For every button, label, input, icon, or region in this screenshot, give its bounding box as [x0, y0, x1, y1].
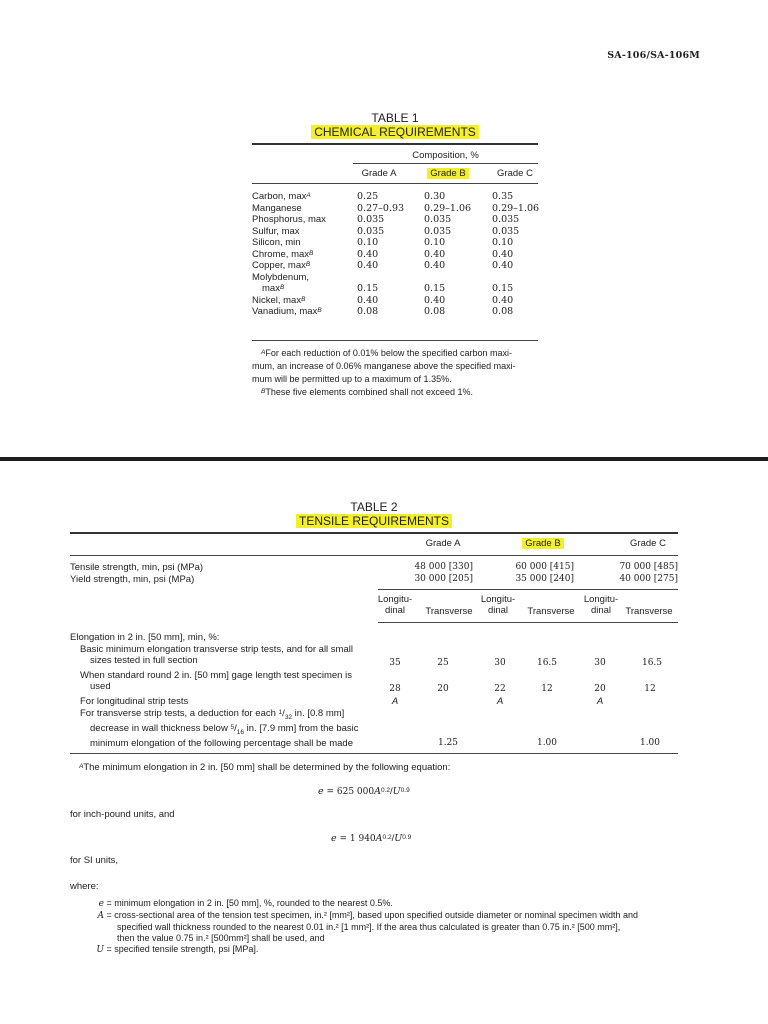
table1-row: Molybdenum, $\max^B$ 0.15 0.15 0.15 [252, 271, 514, 294]
inch-pound-note: for inch-pound units, and [70, 809, 175, 820]
table1-top-rule [252, 143, 538, 145]
page-separator [0, 457, 768, 461]
table1-row: Vanadium, $\max^B$ 0.08 0.08 0.08 [252, 306, 514, 317]
definition-a: A = cross-sectional area of the tension test specimen, in.² [mm²], based upon specified outside diameter or nominal specimen width and specified wall thickness rounded to the nearest 0.01 in.² [1 mm²]. If the area thus calculated is greater than 0.75 in.² [500 mm²], then the value 0.75 in.² [500mm²] shall be used, and [97, 910, 639, 943]
row-label: Carbon, $\max^A$ [252, 191, 311, 202]
row-label: Nickel, $\max^B$ [252, 294, 306, 306]
table2-sub-rule-bottom [378, 622, 678, 623]
table1-body [252, 191, 542, 318]
elongation-title: Elongation in 2 in. [50 mm], min, %: [70, 632, 220, 643]
yield-grade-a: 30 000 [205] [414, 574, 473, 584]
row-label: Silicon, min [252, 237, 301, 248]
table1-spanner-rule [353, 163, 538, 164]
table1-col-grade-b-wrap [418, 168, 478, 179]
equation-si: e = 1 $940A^{0.2}/U^{0.9}$ [331, 833, 412, 844]
basic-b-trans: 16.5 [536, 658, 558, 668]
table1-title-wrap [252, 125, 538, 139]
basic-c-trans: 16.5 [641, 658, 663, 668]
table1-row: Sulfur, max 0.035 0.035 0.035 [252, 225, 520, 237]
deduction-c: 1.00 [639, 738, 661, 748]
standard-designation: SA-106/SA-106M [607, 50, 700, 61]
table2-header-rule [70, 555, 678, 556]
table2-top-rule [70, 532, 678, 534]
table2-title: TENSILE REQUIREMENTS [296, 514, 452, 528]
si-note: for SI units, [70, 855, 119, 866]
table1-header-rule [252, 183, 538, 184]
table1-footnote-a: $^A$For each reduction of 0.01% below the specified carbon maxi- mum, an increase of 0.06% manganese above the specified maxi- mum will be permitted up to a maximum of 1.35%. [252, 348, 516, 384]
table1-bottom-rule [252, 340, 538, 341]
round-a-long: 28 [389, 684, 401, 694]
table1-footnotes [252, 347, 542, 399]
row-label: Copper, $\max^B$ [252, 260, 311, 271]
basic-label: Basic minimum elongation transverse strip tests, and for all small sizes tested in full section [80, 644, 353, 667]
table2-footnote: $^A$The minimum elongation in 2 in. [50 mm] shall be determined by the following equation: [79, 762, 451, 773]
row-label: Sulfur, max [252, 225, 300, 237]
definitions [70, 898, 690, 956]
table1-row: Nickel, $\max^B$ 0.40 0.40 0.40 [252, 294, 514, 306]
table2-grade-b-wrap [483, 538, 603, 549]
subhead-c-trans: Transverse [625, 606, 673, 617]
round-b-long: 22 [494, 684, 506, 694]
round-label: When standard round 2 in. [50 mm] gage length test specimen is used [80, 670, 352, 693]
subhead-c-long: Longitu- dinal [583, 594, 619, 617]
table1-col-grade-c: Grade C [497, 168, 533, 179]
table2-grade-b: Grade B [522, 538, 563, 549]
table2-label: TABLE 2 [350, 500, 398, 514]
tensile-label: Tensile strength, min, psi (MPa) [70, 562, 204, 573]
definition-u: U = specified tensile strength, psi [MPa]. [96, 944, 259, 955]
row-label: Vanadium, $\max^B$ [252, 306, 322, 317]
row-label: Chrome, $\max^B$ [252, 248, 314, 260]
definition-e: e = minimum elongation in 2 in. [50 mm], %, rounded to the nearest 0.5%. [98, 898, 393, 909]
subhead-a-long: Longitu- dinal [377, 594, 413, 617]
table1-col-grade-b: Grade B [427, 168, 468, 179]
table1-title: CHEMICAL REQUIREMENTS [311, 125, 479, 139]
long-c: A [596, 696, 604, 707]
long-a: A [391, 696, 399, 707]
table1-spanner: Composition, % [412, 150, 479, 161]
table2-sub-rule-top [378, 589, 678, 590]
table1-label: TABLE 1 [371, 111, 419, 125]
table1-row: Manganese 0.27–0.93 0.29–1.06 0.29–1.06 [252, 202, 540, 214]
row-label: Phosphorus, max [252, 214, 326, 225]
longitudinal-label: For longitudinal strip tests [80, 696, 189, 707]
round-c-long: 20 [594, 684, 606, 694]
deduction-a: 1.25 [437, 738, 459, 748]
tensile-grade-b: 60 000 [415] [515, 562, 574, 572]
round-a-trans: 20 [437, 684, 449, 694]
where-label: where: [70, 881, 99, 892]
table2-grade-c: Grade C [630, 538, 666, 549]
table1-row: Copper, $\max^B$ 0.40 0.40 0.40 [252, 260, 514, 271]
table1-row: Chrome, $\max^B$ 0.40 0.40 0.40 [252, 248, 514, 260]
subhead-a-trans: Transverse [425, 606, 473, 617]
tensile-grade-a: 48 000 [330] [414, 562, 473, 572]
basic-a-trans: 25 [437, 658, 449, 668]
transverse-deduction-label: For transverse strip tests, a deduction for each $^1/_{32}$ in. [0.8 mm] decrease in wall thickness below $^5/_{16}$ in. [7.9 mm] from the basic minimum elongation of the following percentage shall be made [80, 708, 359, 750]
table1-col-grade-a: Grade A [361, 168, 397, 179]
equation-inch-pound: e = 625 $000A^{0.2}/U^{0.9}$ [318, 786, 410, 797]
subhead-b-trans: Transverse [527, 606, 575, 617]
table1-footnote-b: $^B$These five elements combined shall not exceed 1%. [261, 387, 473, 397]
table2-title-wrap [70, 514, 678, 528]
subhead-b-long: Longitu- dinal [480, 594, 516, 617]
table1-row: Silicon, min 0.10 0.10 0.10 [252, 237, 514, 248]
deduction-b: 1.00 [536, 738, 558, 748]
basic-b-long: 30 [494, 658, 506, 668]
round-c-trans: 12 [644, 684, 656, 694]
table1-row: Carbon, $\max^A$ 0.25 0.30 0.35 [252, 191, 514, 202]
table2-grade-a: Grade A [425, 538, 461, 549]
long-b: A [496, 696, 504, 707]
basic-c-long: 30 [594, 658, 606, 668]
yield-label: Yield strength, min, psi (MPa) [70, 574, 195, 585]
yield-grade-c: 40 000 [275] [619, 574, 678, 584]
tensile-grade-c: 70 000 [485] [619, 562, 678, 572]
round-b-trans: 12 [541, 684, 553, 694]
row-label: Manganese [252, 202, 302, 214]
basic-a-long: 35 [389, 658, 401, 668]
table1-row: Phosphorus, max 0.035 0.035 0.035 [252, 214, 520, 225]
yield-grade-b: 35 000 [240] [515, 574, 574, 584]
table2-bottom-rule [70, 753, 678, 754]
row-label: Molybdenum, $\max^B$ [252, 271, 310, 294]
